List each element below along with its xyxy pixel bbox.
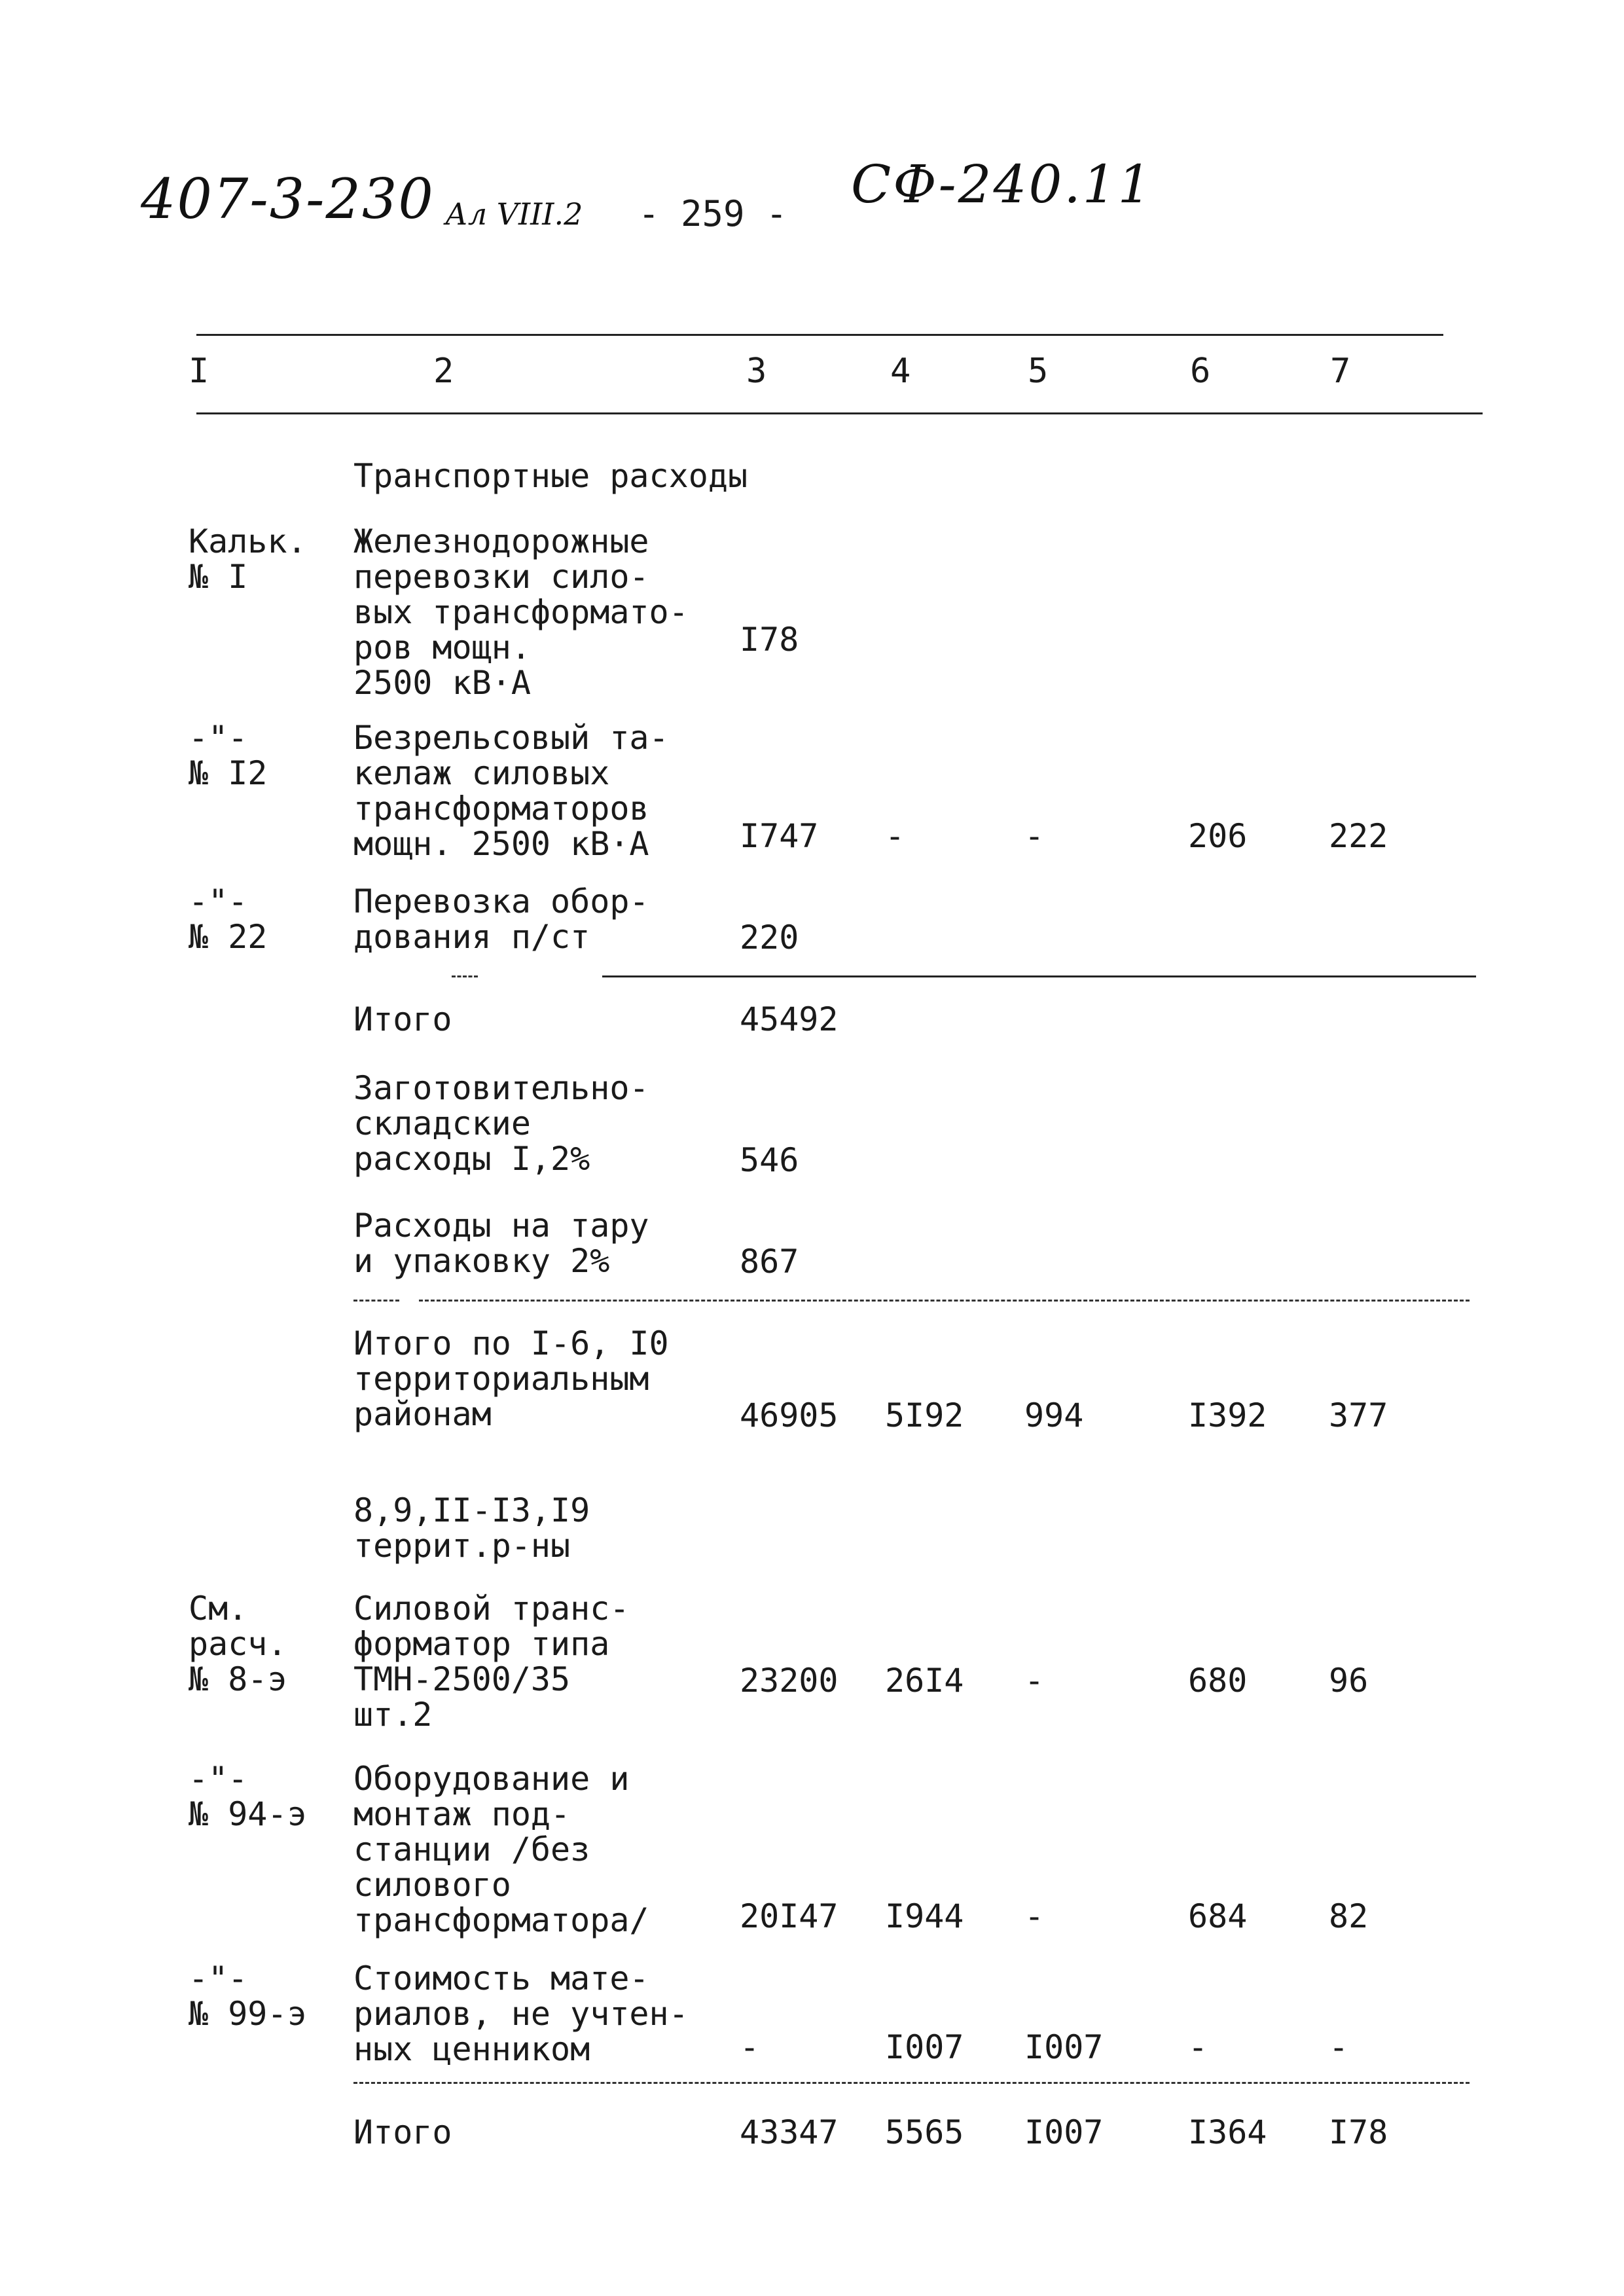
row-name: Перевозка обор- дования п/ст bbox=[353, 883, 649, 956]
subtotal-value: 45492 bbox=[740, 1000, 839, 1038]
subtotal-rule bbox=[602, 975, 1476, 977]
total-value-col7: I78 bbox=[1329, 2113, 1388, 2151]
row-value-col6: I392 bbox=[1188, 1396, 1267, 1434]
row-value-col5: - bbox=[1024, 817, 1045, 855]
column-header-7: 7 bbox=[1330, 352, 1351, 391]
total-value-col5: I007 bbox=[1024, 2113, 1104, 2151]
row-value-col3: 220 bbox=[740, 919, 799, 957]
row-value-col7: 222 bbox=[1329, 817, 1388, 855]
row-ref: -"- № I2 bbox=[189, 719, 268, 792]
row-value-col3: 46905 bbox=[740, 1396, 839, 1434]
row-name: Итого по I-6, I0 территориальным районам bbox=[353, 1324, 669, 1433]
row-value-col7: 96 bbox=[1329, 1662, 1369, 1700]
column-header-2: 2 bbox=[433, 352, 454, 391]
row-value-col3: I747 bbox=[740, 817, 819, 855]
row-value-col7: 82 bbox=[1329, 1897, 1369, 1935]
row-name: Безрельсовый та- келаж силовых трансформаторов мощн. 2500 кВ·А bbox=[353, 719, 669, 863]
row-ref: См. расч. № 8-э bbox=[189, 1590, 287, 1698]
row-value-col6: 206 bbox=[1188, 817, 1248, 855]
row-value-col5: 994 bbox=[1024, 1396, 1084, 1434]
row-name: Расходы на тару и упаковку 2% bbox=[353, 1207, 649, 1280]
row-value-col6: 680 bbox=[1188, 1662, 1248, 1700]
row-value-col4: 5I92 bbox=[885, 1396, 964, 1434]
row-name: Заготовительно- складские расходы I,2% bbox=[353, 1069, 649, 1178]
row-value-col3: - bbox=[740, 2028, 760, 2066]
row-value-col5: - bbox=[1024, 1897, 1045, 1935]
header-bottom-rule bbox=[196, 412, 1483, 414]
row-ref: Кальк. № I bbox=[189, 522, 307, 596]
subtotal-label: Итого bbox=[353, 1000, 452, 1038]
row-value-col4: - bbox=[885, 817, 905, 855]
album-reference: Ал VIII.2 bbox=[445, 196, 583, 232]
row-value-col4: I944 bbox=[885, 1897, 964, 1935]
total-value-col4: 5565 bbox=[885, 2113, 964, 2151]
row-value-col3: I78 bbox=[740, 621, 799, 659]
row-ref: -"- № 99-э bbox=[189, 1959, 307, 2033]
row-value-col3: 23200 bbox=[740, 1662, 839, 1700]
document-code: 407-3-230 bbox=[141, 167, 435, 231]
total-value-col6: I364 bbox=[1188, 2113, 1267, 2151]
column-header-6: 6 bbox=[1190, 352, 1211, 391]
row-value-col4: 26I4 bbox=[885, 1662, 964, 1700]
section-title: Транспортные расходы bbox=[353, 457, 748, 495]
row-value-col3: 546 bbox=[740, 1141, 799, 1179]
row-value-col7: 377 bbox=[1329, 1396, 1388, 1434]
row-value-col7: - bbox=[1329, 2028, 1349, 2066]
row-name: Железнодорожные перевозки сило- вых трансформато- ров мощн. 2500 кВ·А bbox=[353, 522, 689, 702]
column-header-3: 3 bbox=[746, 352, 767, 391]
total-value-col3: 43347 bbox=[740, 2113, 839, 2151]
column-header-1: I bbox=[189, 352, 209, 391]
row-value-col3: 867 bbox=[740, 1243, 799, 1281]
total-rule bbox=[419, 1300, 1470, 1302]
row-name: Силовой транс- форматор типа ТМН-2500/35 шт.2 bbox=[353, 1590, 630, 1734]
row-value-col6: - bbox=[1188, 2028, 1208, 2066]
row-name: Оборудование и монтаж под- станции /без силового трансформатора/ bbox=[353, 1760, 649, 1939]
total-rule bbox=[353, 2082, 1470, 2084]
row-value-col5: - bbox=[1024, 1662, 1045, 1700]
row-ref: -"- № 94-э bbox=[189, 1760, 307, 1833]
row-value-col4: I007 bbox=[885, 2028, 964, 2066]
row-value-col3: 20I47 bbox=[740, 1897, 839, 1935]
row-value-col5: I007 bbox=[1024, 2028, 1104, 2066]
row-name: Стоимость мате- риалов, не учтен- ных ценником bbox=[353, 1959, 689, 2068]
column-header-5: 5 bbox=[1028, 352, 1049, 391]
sheet-code: СФ-240.11 bbox=[851, 154, 1153, 215]
column-header-4: 4 bbox=[890, 352, 911, 391]
total-rule bbox=[353, 1300, 399, 1302]
section-title: 8,9,II-I3,I9 террит.р-ны bbox=[353, 1491, 590, 1565]
header-top-rule bbox=[196, 334, 1443, 336]
row-value-col6: 684 bbox=[1188, 1897, 1248, 1935]
row-ref: -"- № 22 bbox=[189, 883, 268, 956]
page-number: - 259 - bbox=[638, 193, 787, 234]
subtotal-rule bbox=[452, 975, 478, 977]
total-label: Итого bbox=[353, 2113, 452, 2151]
